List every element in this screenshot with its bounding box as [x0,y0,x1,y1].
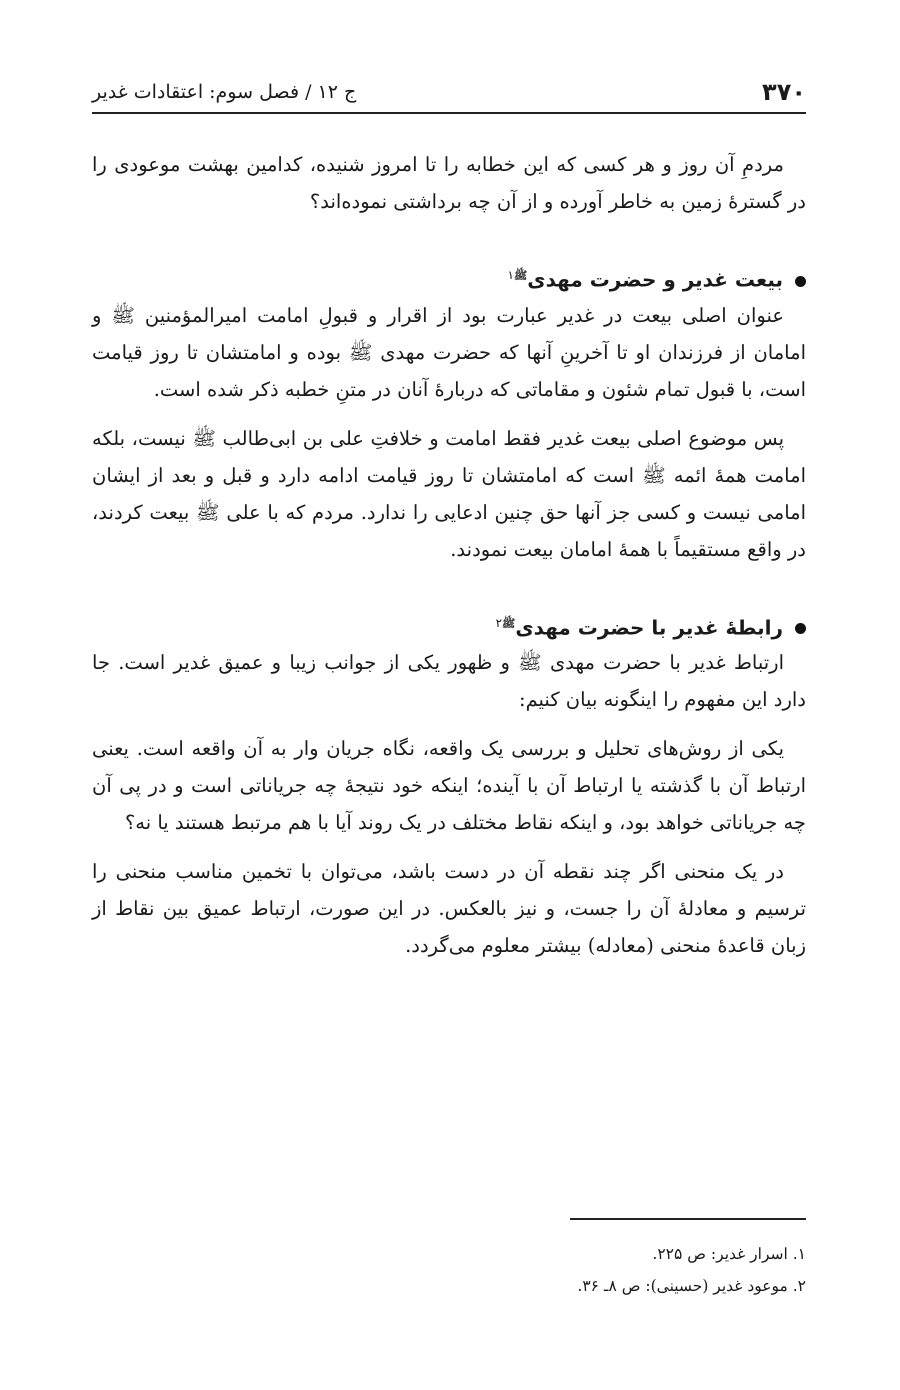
section-heading-text: رابطۀ غدیر با حضرت مهدی [515,615,783,640]
main-text [92,146,806,964]
footnote-2: ۲. موعود غدیر (حسینی): ص ۸ـ ۳۶. [577,1277,806,1295]
header-title: ج ۱۲ / فصل سوم: اعتقادات غدیر [92,81,357,103]
section-heading-text: بیعت غدیر و حضرت مهدی [527,267,783,292]
intro-paragraph: مردمِ آن روز و هر کسی که این خطابه را تا امروز شنیده، کدامین بهشت موعودی را در گسترۀ زمین به خاطر آورده و از آن چه برداشتی نموده‌اند؟ [92,153,806,213]
footnote-ref-1: ۱ [507,268,514,282]
section-heading-bayat [92,258,806,297]
paragraph-5: در یک منحنی اگر چند نقطه آن در دست باشد، می‌توان با تخمین مناسب منحنی را ترسیم و معادلۀ آن را جست، و نیز بالعکس. در این صورت، ارتباط عمیق بین نقاط از زبان قاعدۀ منحنی (معادله) بیشتر معلوم می‌گردد. [92,860,806,958]
footnote-1: ۱. اسرار غدیر: ص ۲۲۵. [652,1245,806,1263]
honorific-symbol: ﷺ [513,269,528,282]
bullet-icon [795,623,806,634]
footnote-divider [570,1218,806,1220]
paragraph-3: ارتباط غدیر با حضرت مهدی ﷺ و ظهور یکی از جوانب زیبا و عمیق غدیر است. جا دارد این مفهوم را اینگونه بیان کنیم: [92,651,806,712]
footnotes [92,1238,806,1302]
bullet-icon [795,276,806,287]
running-header [92,72,806,114]
paragraph-4: یکی از روش‌های تحلیل و بررسی یک واقعه، نگاه جریان وار به آن واقعه است. یعنی ارتباط آن با گذشته یا ارتباط آن با آینده؛ اینکه خود نتیجۀ چه جریاناتی است و در پی آن چه جریاناتی خواهد بود، و اینکه نقاط مختلف در یک روند آیا با هم مرتبط هستند یا نه؟ [92,737,806,835]
paragraph-1: عنوان اصلی بیعت در غدیر عبارت بود از اقرار و قبولِ امامت امیرالمؤمنین ﷺ و امامان از فرزندان او تا آخرینِ آنها که حضرت مهدی ﷺ بوده و امامتشان تا روز قیامت است، با قبول تمام شئون و مقاماتی که دربارۀ آنان در متنِ خطبه ذکر شده است. [92,303,806,401]
page-number: ۳۷۰ [762,78,806,106]
section-heading-rabete [92,606,806,645]
paragraph-2: پس موضوع اصلی بیعت غدیر فقط امامت و خلافتِ علی بن ابی‌طالب ﷺ نیست، بلکه امامت همۀ ائمه ﷺ است که امامتشان تا روز قیامت ادامه دارد و قبل و بعد از ایشان امامی نیست و کسی جز آنها حق چنین ادعایی را ندارد. مردم که با علی ﷺ بیعت کردند، در واقع مستقیماً با همۀ امامان بیعت نمودند. [92,426,806,561]
footnote-ref-2: ۲ [495,615,503,630]
honorific-symbol: ﷺ [502,616,516,630]
